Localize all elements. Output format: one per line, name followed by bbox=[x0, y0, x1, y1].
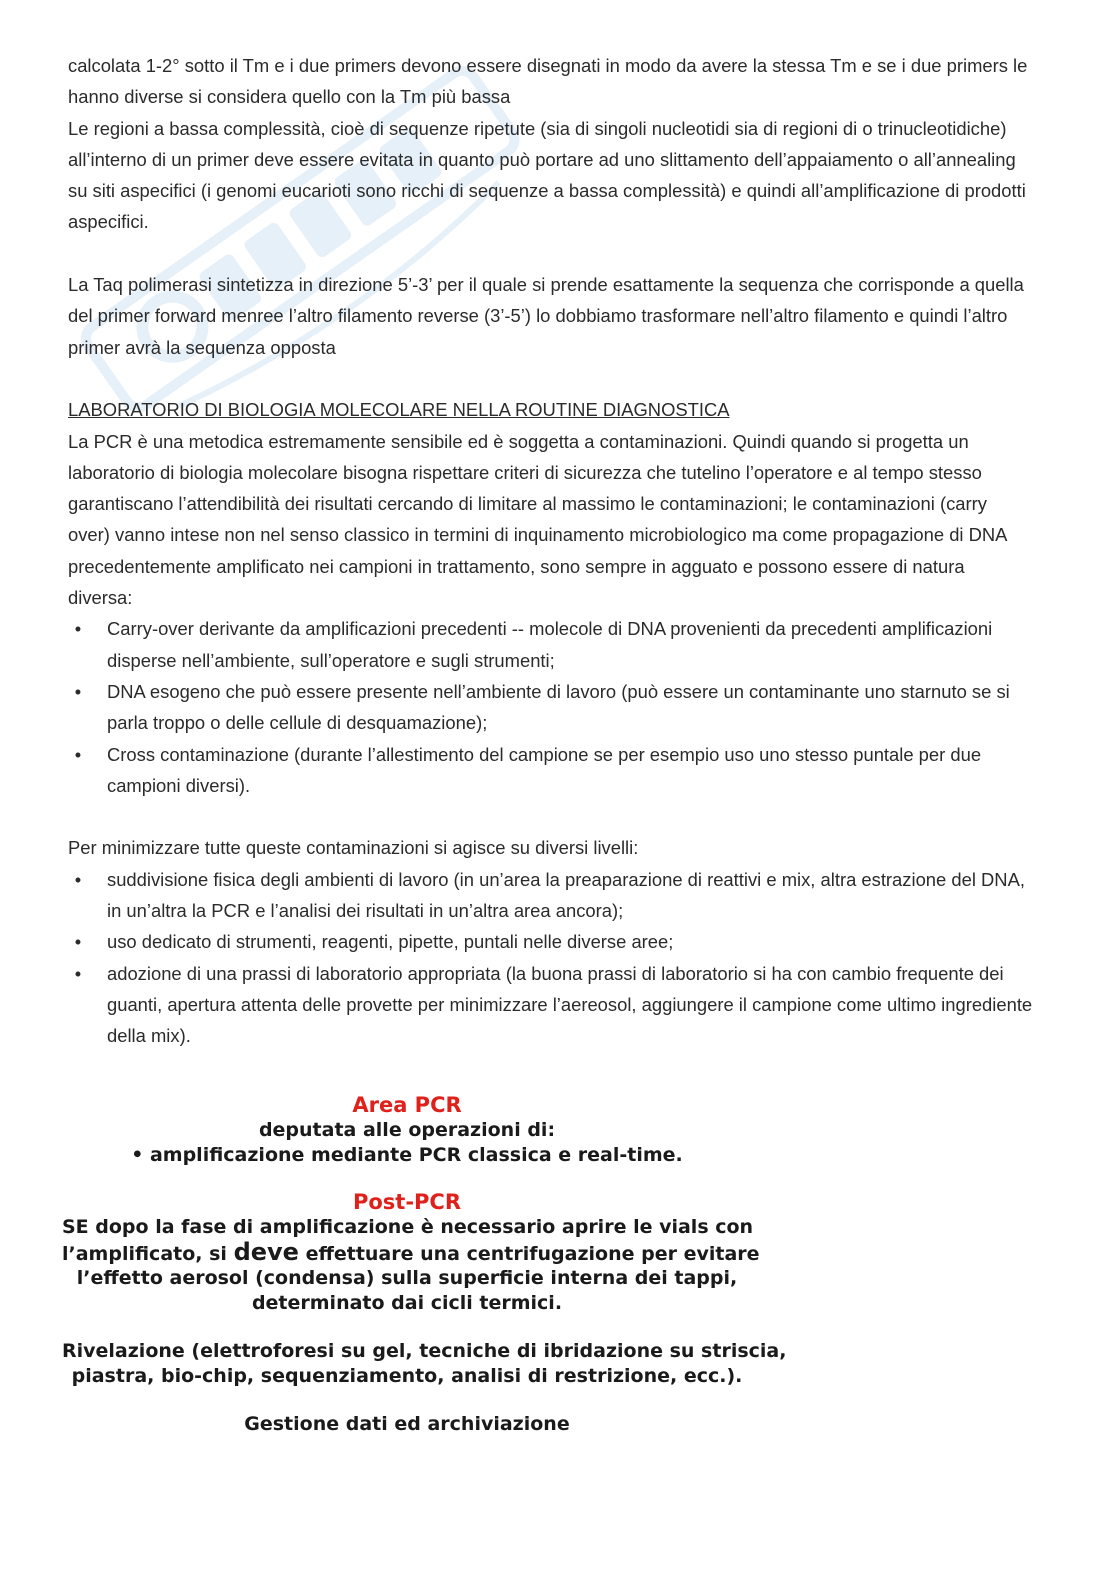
figure-post-line: l’amplificato, si deve effettuare una centrifugazione per evitare bbox=[62, 1237, 760, 1266]
list-item: • Cross contaminazione (durante l’allestimento del campione se per esempio uso uno stesso puntale per due campioni diversi). bbox=[74, 743, 982, 796]
paragraph-taq-polymerase: La Taq polimerasi sintetizza in direzione 5’-3’ per il quale si prende esattamente la sequenza che corrisponde a quella del primer forward menree l’altro filamento reverse (3’-5’) lo dobbiamo trasformare nell’altro filamento e quindi l’altro primer avrà la sequenza opposta bbox=[68, 274, 1024, 358]
paragraph-pcr-contamination: La PCR è una metodica estremamente sensibile ed è soggetta a contaminazioni. Quindi quando si progetta un laboratorio di biologia molecolare bisogna rispettare criteri di sicurezza che tutelino l’operatore e al tempo stesso garantiscano l’attendibilità dei risultati cercando di limitare al massimo le contaminazioni; le contaminazioni (carry over) vanno intese non nel senso classico in termini di inquinamento microbiologico ma come propagazione di DNA precedentemente amplificato nei campioni in trattamento, sono sempre in agguato e possono essere di natura diversa: bbox=[68, 430, 1007, 609]
figure-rivelazione-line: piastra, bio-chip, sequenziamento, analisi di restrizione, ecc.). bbox=[71, 1364, 743, 1387]
list-item: • adozione di una prassi di laboratorio appropriata (la buona prassi di laboratorio si ha con cambio frequente dei guanti, apertura attenta delle provette per minimizzare l’aereosol, aggiungere il campione come ultimo ingrediente della mix). bbox=[74, 962, 1033, 1047]
figure-post-line: SE dopo la fase di amplificazione è necessario aprire le vials con bbox=[62, 1216, 754, 1238]
paragraph-tm: calcolata 1-2° sotto il Tm e i due primers devono essere disegnati in modo da avere la stessa Tm e se i due primers le hanno diverse si considera quello con la Tm più bassa bbox=[68, 55, 1028, 108]
list-item: • uso dedicato di strumenti, reagenti, pipette, puntali nelle diverse aree; bbox=[74, 931, 674, 953]
figure-post-line: l’effetto aerosol (condensa) sulla superficie interna dei tappi, bbox=[76, 1267, 738, 1289]
figure-area-line: • amplificazione mediante PCR classica e real-time. bbox=[131, 1143, 683, 1166]
contamination-list bbox=[68, 613, 1033, 801]
figure-title-post-pcr: Post-PCR bbox=[352, 1190, 462, 1214]
figure-gestione-line: Gestione dati ed archiviazione bbox=[244, 1413, 570, 1435]
figure-area-line: deputata alle operazioni di: bbox=[258, 1119, 556, 1141]
list-item: • Carry-over derivante da amplificazioni precedenti -- molecole di DNA provenienti da precedenti amplificazioni disperse nell’ambiente, sull’operatore e sugli strumenti; bbox=[74, 618, 993, 671]
list-item: • DNA esogeno che può essere presente nell’ambiente di lavoro (può essere un contaminante uno starnuto se si parla troppo o delle cellule di desquamazione); bbox=[74, 680, 1010, 734]
list-item: • suddivisione fisica degli ambienti di lavoro (in un’area la preaparazione di reattivi e mix, altra estrazione del DNA, in un’altra la PCR e l’analisi dei risultati in un’altra area ancora); bbox=[74, 868, 1025, 922]
minimize-list bbox=[68, 864, 1033, 1052]
paragraph-low-complexity: Le regioni a bassa complessità, cioè di sequenze ripetute (sia di singoli nucleotidi sia di regioni di o trinucleotidiche) all’interno di un primer deve essere evitata in quanto può portare ad uno slittamento dell’appaiamento o all’annealing su siti aspecifici (i genomi eucarioti sono ricchi di sequenze a bassa complessità) e quindi all’amplificazione di prodotti aspecifici. bbox=[68, 117, 1026, 233]
document-body bbox=[68, 50, 1033, 1052]
figure-title-area-pcr: Area PCR bbox=[352, 1093, 462, 1117]
figure-post-line: determinato dai cicli termici. bbox=[251, 1291, 563, 1314]
paragraph-minimize: Per minimizzare tutte queste contaminazioni si agisce su diversi livelli: bbox=[68, 837, 639, 859]
pcr-area-figure bbox=[62, 1092, 787, 1437]
section-heading: LABORATORIO DI BIOLOGIA MOLECOLARE NELLA ROUTINE DIAGNOSTICA bbox=[68, 399, 730, 421]
figure-rivelazione-line: Rivelazione (elettroforesi su gel, tecniche di ibridazione su striscia, bbox=[62, 1340, 787, 1362]
